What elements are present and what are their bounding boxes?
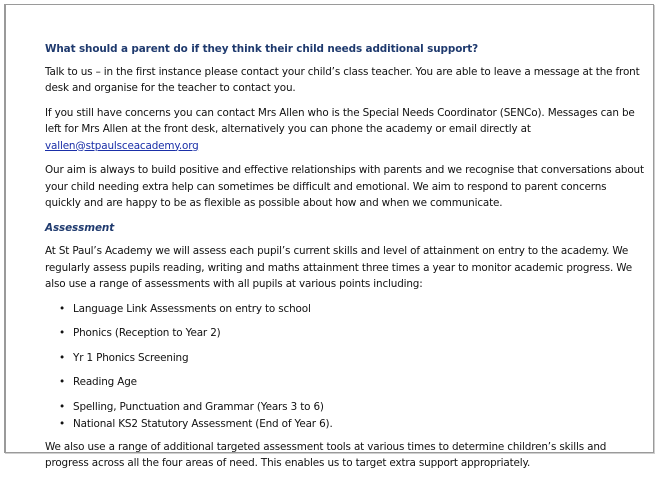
bullet-icon: • xyxy=(59,376,65,388)
bullet-icon: • xyxy=(59,351,65,364)
bullet-icon: • xyxy=(59,327,65,339)
list-item-text: Yr 1 Phonics Screening xyxy=(73,351,189,364)
list-item-text: Spelling, Punctuation and Grammar (Years 3 to 6) xyxy=(73,400,324,413)
paragraph-talk-to-us: Talk to us – in the first instance please contact your child’s class teacher. You are able to leave a message at the front desk and organise for the teacher to contact you. xyxy=(45,65,640,94)
list-item-text: Language Link Assessments on entry to school xyxy=(73,302,311,315)
paragraph-senco-contact xyxy=(45,105,645,155)
email-link[interactable]: vallen@stpaulsceacademy.org xyxy=(45,139,199,152)
list-item xyxy=(45,374,645,391)
heading-assessment: Assessment xyxy=(45,221,115,234)
list-item xyxy=(45,350,645,367)
list-item xyxy=(45,416,645,433)
bullet-icon: • xyxy=(59,418,65,430)
paragraph-closing: We also use a range of additional targeted assessment tools at various times to determine children’s skills and progress across all the four areas of need. This enables us to target extra support appropriately. xyxy=(45,440,607,469)
document-content xyxy=(45,41,645,480)
list-item xyxy=(45,301,645,318)
list-item-text: Phonics (Reception to Year 2) xyxy=(73,327,221,339)
list-item xyxy=(45,399,645,416)
assessment-list xyxy=(45,301,645,433)
paragraph-our-aim: Our aim is always to build positive and effective relationships with parents and we recognise that conversations about your child needing extra help can sometimes be difficult and emotional. We aim to respond to parent concerns quickly and are happy to be as flexible as possible about how and when we communicate. xyxy=(45,164,644,209)
list-item-text: National KS2 Statutory Assessment (End of Year 6). xyxy=(73,418,333,430)
heading-additional-support: What should a parent do if they think their child needs additional support? xyxy=(45,43,479,55)
paragraph-assessment-intro: At St Paul’s Academy we will assess each pupil’s current skills and level of attainment on entry to the academy. We regularly assess pupils reading, writing and maths attainment three times a year to monitor academic progress. We also use a range of assessments with all pupils at various points including: xyxy=(45,245,633,290)
bullet-icon: • xyxy=(59,302,65,315)
list-item-text: Reading Age xyxy=(73,376,137,388)
senco-text: If you still have concerns you can contact Mrs Allen who is the Special Needs Coordinator (SENCo). Messages can be left for Mrs Allen at the front desk, alternatively you can phone the academy or email directly at xyxy=(45,106,635,135)
bullet-icon: • xyxy=(59,400,65,413)
list-item xyxy=(45,325,645,342)
